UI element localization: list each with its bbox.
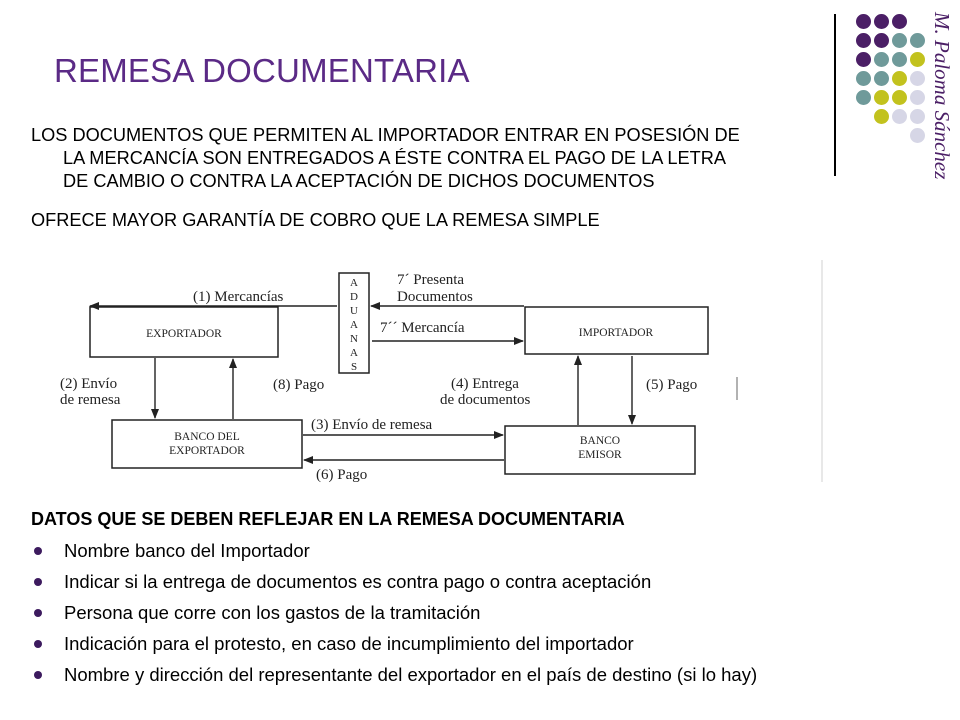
list-item-text: Nombre banco del Importador: [64, 540, 310, 561]
aduanas-letter: U: [350, 305, 358, 317]
decor-dot: [856, 14, 871, 29]
aduanas-letter: D: [350, 291, 358, 303]
list-item: [31, 628, 757, 659]
banco-exportador-label: EXPORTADOR: [169, 445, 245, 457]
decor-dot: [874, 71, 889, 86]
list-item: [31, 597, 757, 628]
decor-dot: [910, 90, 925, 105]
list-item-text: Persona que corre con los gastos de la tramitación: [64, 602, 481, 623]
label-entrega-4: (4) Entrega: [451, 376, 519, 392]
decor-dot: [856, 90, 871, 105]
decor-dot: [874, 33, 889, 48]
description-paragraph: [31, 124, 936, 193]
aduanas-letter: N: [350, 333, 358, 345]
list-item-text: Nombre y dirección del representante del exportador en el país de destino (si lo hay): [64, 664, 758, 685]
slide-title: REMESA DOCUMENTARIA: [54, 52, 470, 89]
label-pago-5: (5) Pago: [646, 377, 698, 393]
label-presenta: Documentos: [397, 289, 473, 305]
list-item-text: Indicar si la entrega de documentos es contra pago o contra aceptación: [64, 571, 652, 592]
aduanas-letter: A: [350, 347, 358, 359]
decor-dot: [856, 71, 871, 86]
paragraph-line: DE CAMBIO O CONTRA LA ACEPTACIÓN DE DICHOS DOCUMENTOS: [63, 171, 655, 191]
list-item: [31, 566, 757, 597]
list-item: [31, 659, 757, 690]
decor-dot: [856, 52, 871, 67]
banco-exportador-label: BANCO DEL: [174, 431, 240, 443]
list-item-text: Indicación para el protesto, en caso de incumplimiento del importador: [64, 633, 634, 654]
decor-dot: [874, 14, 889, 29]
aduanas-letter: S: [350, 361, 358, 373]
label-pago-8: (8) Pago: [273, 377, 325, 393]
bullet-dot: [34, 640, 42, 648]
bullet-dot: [34, 547, 42, 555]
banco-emisor-label: EMISOR: [578, 449, 622, 461]
author-signature-text: M. Paloma Sánchez: [930, 12, 954, 180]
list-item: [31, 535, 757, 566]
decor-dot: [892, 109, 907, 124]
decor-dot: [874, 109, 889, 124]
label-mercancia-77: 7´´ Mercancía: [380, 320, 465, 336]
decor-dot: [910, 109, 925, 124]
bullet-dot: [34, 578, 42, 586]
decor-dot: [910, 52, 925, 67]
flow-diagram: [0, 252, 960, 492]
importador-label: IMPORTADOR: [578, 327, 654, 339]
aduanas-letter: A: [350, 277, 358, 289]
paragraph-line: LOS DOCUMENTOS QUE PERMITEN AL IMPORTADOR ENTRAR EN POSESIÓN DE: [31, 125, 740, 145]
label-envio-remesa-3: (3) Envío de remesa: [311, 417, 433, 433]
label-presenta: 7´ Presenta: [397, 272, 465, 288]
aduanas-letter: A: [350, 319, 358, 331]
label-pago-6: (6) Pago: [316, 467, 368, 483]
decor-dot: [874, 52, 889, 67]
label-envio-remesa-2: de remesa: [60, 392, 121, 408]
decor-dot: [892, 90, 907, 105]
decor-dot: [910, 71, 925, 86]
bullet-dot: [34, 609, 42, 617]
decor-dot: [856, 33, 871, 48]
label-mercancias: (1) Mercancías: [193, 289, 284, 305]
bullet-dot: [34, 671, 42, 679]
decor-dot: [892, 71, 907, 86]
banco-emisor-label: BANCO: [579, 435, 621, 447]
label-entrega-4: de documentos: [440, 392, 531, 408]
section-subheading: DATOS QUE SE DEBEN REFLEJAR EN LA REMESA DOCUMENTARIA: [31, 509, 625, 529]
decor-dot: [892, 33, 907, 48]
label-envio-remesa-2: (2) Envío: [60, 376, 118, 392]
decor-dot: [910, 33, 925, 48]
decor-dot: [874, 90, 889, 105]
exportador-label: EXPORTADOR: [146, 328, 222, 340]
decor-dot: [892, 52, 907, 67]
data-list: [31, 535, 757, 690]
paragraph-line: LA MERCANCÍA SON ENTREGADOS A ÉSTE CONTRA EL PAGO DE LA LETRA: [63, 148, 727, 168]
banco-exportador-box: [112, 420, 302, 468]
decor-dot: [892, 14, 907, 29]
guarantee-paragraph: OFRECE MAYOR GARANTÍA DE COBRO QUE LA REMESA SIMPLE: [31, 210, 600, 230]
